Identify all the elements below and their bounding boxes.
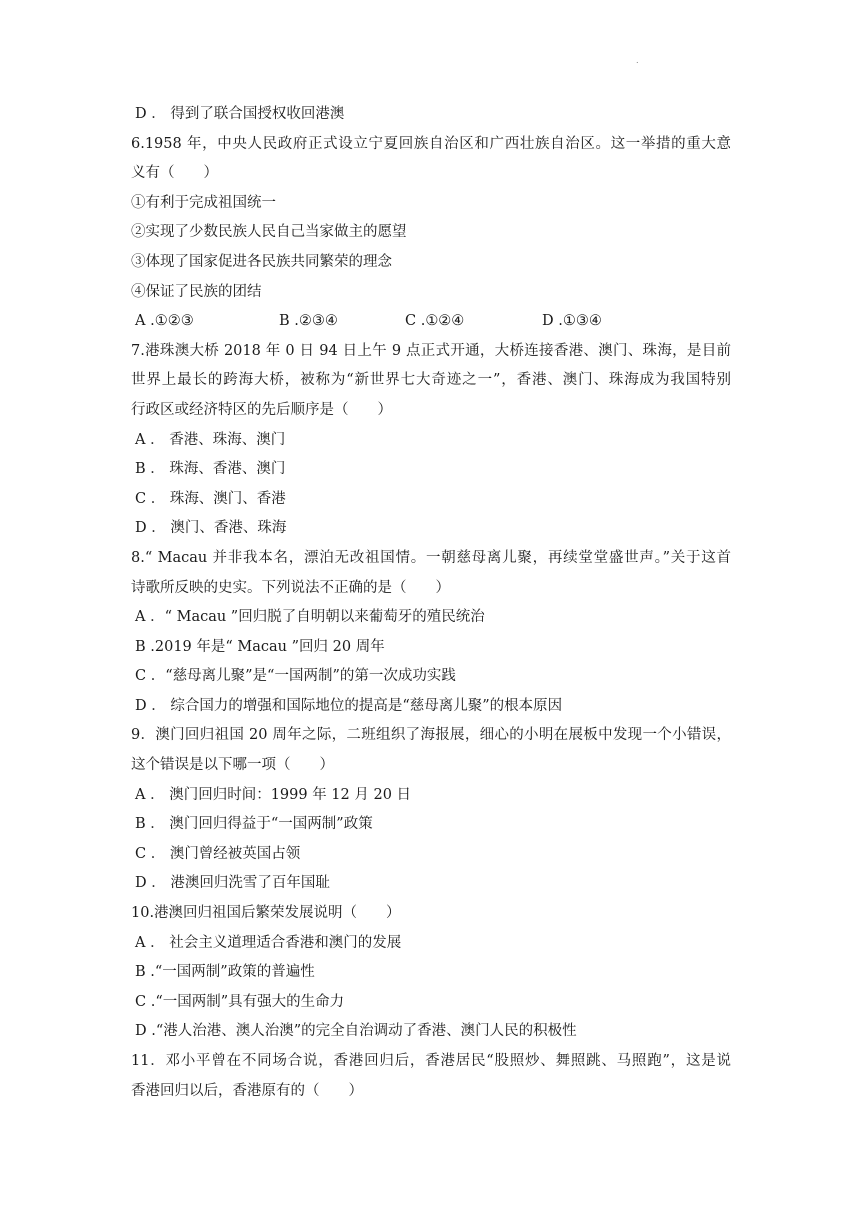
q7-option-d: D ． 澳门、香港、珠海 xyxy=(135,520,287,537)
q9-option-b: B ． 澳门回归得益于“一国两制”政策 xyxy=(135,816,373,833)
q10-option-c: C .“一国两制”具有强大的生命力 xyxy=(135,993,345,1010)
q6-stem-line-1: 6.1958 年，中央人民政府正式设立宁夏回族自治区和广西壮族自治区。这一举措的重大意 xyxy=(131,135,731,152)
q11-stem-line-1: 11．邓小平曾在不同场合说，香港回归后，香港居民“股照炒、舞照跳、马照跑”，这是说 xyxy=(131,1053,731,1069)
q9-option-a: A ． 澳门回归时间：1999 年 12 月 20 日 xyxy=(135,786,412,803)
q7-stem-line-1: 7.港珠澳大桥 2018 年 0 日 94 日上午 9 点正式开通，大桥连接香港、澳门、珠海，是目前 xyxy=(131,342,731,359)
q10-stem: 10.港澳回归祖国后繁荣发展说明（ ） xyxy=(131,905,401,922)
q8-stem-line-2: 诗歌所反映的史实。下列说法不正确的是（ ） xyxy=(131,579,450,596)
q10-option-d: D .“港人治港、澳人治澳”的完全自治调动了香港、澳门人民的积极性 xyxy=(135,1023,577,1040)
q6-statement-3: ③体现了国家促进各民族共同繁荣的理念 xyxy=(131,253,392,270)
q9-stem-line-1: 9．澳门回归祖国 20 周年之际，二班组织了海报展，细心的小明在展板中发现一个小错误， xyxy=(131,727,731,744)
q8-option-c: C ．“慈母离儿聚”是“一国两制”的第一次成功实践 xyxy=(135,668,456,685)
q7-stem-line-2: 世界上最长的跨海大桥，被称为“新世界七大奇迹之一”，香港、澳门、珠海成为我国特别 xyxy=(131,372,731,389)
q6-statement-2: ②实现了少数民族人民自己当家做主的愿望 xyxy=(131,224,407,241)
q6-option-c: C .①②④ xyxy=(405,313,465,330)
question-content xyxy=(131,100,731,1106)
q9-option-c: C ． 澳门曾经被英国占领 xyxy=(135,845,301,862)
q6-option-b: B .②③④ xyxy=(279,313,338,330)
q7-stem-line-3: 行政区或经济特区的先后顺序是（ ） xyxy=(131,401,392,418)
q5-option-d: D ． 得到了联合国授权收回港澳 xyxy=(135,106,345,122)
q9-stem-line-2: 这个错误是以下哪一项（ ） xyxy=(131,757,334,774)
q7-option-b: B ． 珠海、香港、澳门 xyxy=(135,461,286,478)
q7-option-a: A ． 香港、珠海、澳门 xyxy=(135,431,286,448)
header-mark: . xyxy=(636,56,639,65)
q8-stem-line-1: 8.“ Macau 并非我本名，漂泊无改祖国情。一朝慈母离儿聚，再续堂堂盛世声。”关于这首 xyxy=(131,549,731,566)
q6-option-d: D .①③④ xyxy=(542,313,602,330)
q6-option-a: A .①②③ xyxy=(135,313,194,330)
q8-option-b: B .2019 年是“ Macau ”回归 20 周年 xyxy=(135,638,385,655)
q6-stem-line-2: 义有（ ） xyxy=(131,165,218,182)
q6-statement-4: ④保证了民族的团结 xyxy=(131,283,262,300)
q10-option-b: B .“一国两制”政策的普遍性 xyxy=(135,964,315,981)
q9-option-d: D ． 港澳回归洗雪了百年国耻 xyxy=(135,875,330,892)
q8-option-d: D ． 综合国力的增强和国际地位的提高是“慈母离儿聚”的根本原因 xyxy=(135,697,563,714)
q6-options xyxy=(131,307,731,337)
q11-stem-line-2: 香港回归以后，香港原有的（ ） xyxy=(131,1082,363,1099)
q6-statement-1: ①有利于完成祖国统一 xyxy=(131,194,276,211)
q8-option-a: A ．“ Macau ”回归脱了自明朝以来葡萄牙的殖民统治 xyxy=(135,609,485,626)
q7-option-c: C ． 珠海、澳门、香港 xyxy=(135,490,286,507)
q10-option-a: A ． 社会主义道理适合香港和澳门的发展 xyxy=(135,934,402,951)
